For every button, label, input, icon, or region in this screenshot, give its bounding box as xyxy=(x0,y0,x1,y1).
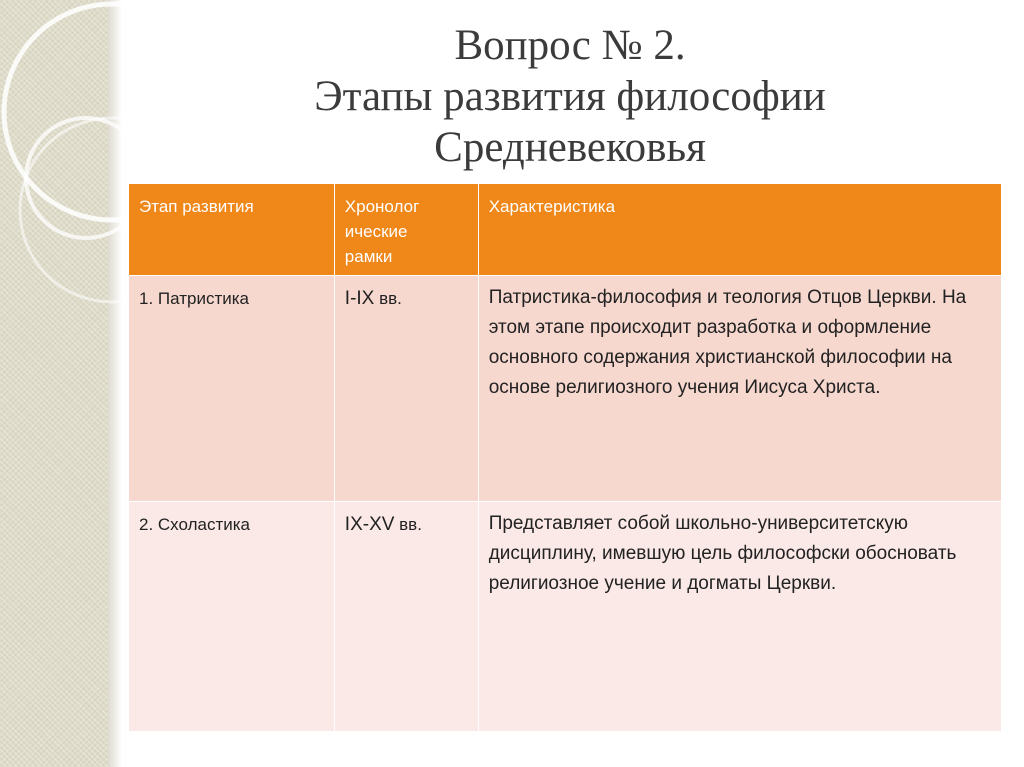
table-header xyxy=(129,184,1002,276)
description-cell: Представляет собой школьно-университетскую дисциплину, имевшую цель философски обосновать религиозное учение и догматы Церкви. xyxy=(478,502,1001,732)
header-stage: Этап развития xyxy=(129,184,335,276)
era-suffix: вв. xyxy=(394,515,422,534)
era-cell xyxy=(334,276,478,502)
title-line-question: Вопрос № 2. xyxy=(454,22,686,69)
era-roman: IX-XV xyxy=(344,514,395,535)
header-characteristic: Характеристика xyxy=(478,184,1001,276)
header-era xyxy=(334,184,478,276)
header-era-line: рамки xyxy=(344,247,393,266)
table-body xyxy=(129,276,1002,732)
description-cell: Патристика-философия и теология Отцов Церкви. На этом этапе происходит разработка и оформление основного содержания христианской философии на основе религиозного учения Иисуса Христа. xyxy=(478,276,1001,502)
header-era-line: Хронолог xyxy=(344,197,420,216)
title-line-period: Средневековья xyxy=(434,124,706,171)
era-roman: I-IX xyxy=(344,288,375,309)
table-row xyxy=(129,502,1002,732)
stages-table xyxy=(128,183,1002,732)
title-line-topic: Этапы развития философии xyxy=(314,73,826,120)
stage-cell: 2. Схоластика xyxy=(129,502,335,732)
era-suffix: вв. xyxy=(374,289,402,308)
header-era-line: ические xyxy=(344,222,408,241)
era-cell xyxy=(334,502,478,732)
table-row xyxy=(129,276,1002,502)
stage-cell: 1. Патристика xyxy=(129,276,335,502)
table-header-row xyxy=(129,184,1002,276)
slide-title xyxy=(130,20,1010,173)
